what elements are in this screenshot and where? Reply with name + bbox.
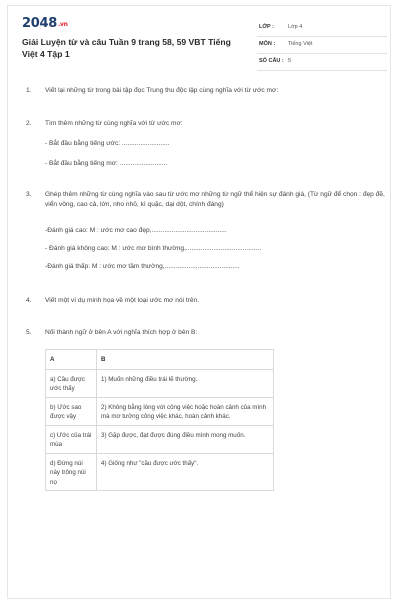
meta-label: LỚP : xyxy=(259,24,274,30)
meta-value: 5 xyxy=(288,58,292,64)
matching-table xyxy=(45,349,274,491)
answer-line: -Đánh giá cao: M : ước mơ cao đẹp,......................................... xyxy=(45,227,227,234)
answer-line: - Đánh giá không cao: M : ước mơ bình thường,......................................... xyxy=(45,245,262,252)
table-header-row xyxy=(46,350,274,370)
meta-value: Tiếng Việt xyxy=(288,41,313,47)
meta-value: Lớp 4 xyxy=(288,24,303,30)
meta-info xyxy=(257,22,387,73)
idiom-cell: a) Cầu được ước thấy xyxy=(46,369,97,397)
answer-line: - Bắt đầu bằng tiếng ước: .......................... xyxy=(45,140,170,147)
meta-label: MÔN : xyxy=(259,41,276,47)
page-title: Giải Luyện từ và câu Tuần 9 trang 58, 59 VBT Tiếng Việt 4 Tập 1 xyxy=(22,37,231,59)
meta-label: SỐ CÂU : xyxy=(259,58,284,64)
meaning-cell: 1) Muốn những điều trái lẽ thường. xyxy=(97,369,274,397)
idiom-cell: c) Ước của trái mùa xyxy=(46,425,97,453)
idiom-cell: b) Ước sao được vậy xyxy=(46,397,97,425)
meta-row-class xyxy=(257,22,387,37)
column-header-a: A xyxy=(46,350,97,370)
worksheet-page: 2048.vn Giải Luyện từ và câu Tuần 9 trang 58, 59 VBT Tiếng Việt 4 Tập 1 LỚP : Lớp 4 MÔN : Tiếng Việt SỐ CÂU : 5 1. Viết lại những từ trong bài tập đọc Trung thu độc lập cùng nghĩa với từ ước mơ: 2. Tìm thêm những từ cùng nghĩa với từ ước mơ: - Bắt đầu bằng tiếng ước: .......................... - Bắt đầu bằng tiếng mơ: .......................... 3. Ghép thêm những từ cùng nghĩa vào sau từ ước mơ những từ ngữ thể hiện sự đánh giá, (Từ ngữ để chọn : đẹp đẽ, viển vông, cao cả, lớn, nho nhỏ, kì quặc, dại dột, chính đáng) -Đánh giá cao: M : ước mơ cao đẹp,......................................... - Đánh giá không cao: M : ước mơ bình thường,......................................... -Đánh giá thấp: M : ước mơ tầm thường,......................................... 4. Viết một ví dụ minh họa về một loại ước mơ nói trên. 5. Nối thành ngữ ở bên A với nghĩa thích hợp ở bên B: A B a) Cầu được ước thấy 1) Muốn những điều trái lẽ thường. b) Ước sao được vậy 2) Không bằng lòng với công việc hoặc hoàn cảnh của mình mà mơ tưởng công việc khác, hoàn cảnh khác. c) Ước của trái mùa 3) Gặp được, đạt được đúng điều mình mong muốn. d) Đứng núi này trông núi nọ 4) Giống như "cầu được ước thấy". xyxy=(7,5,391,599)
meaning-cell: 4) Giống như "cầu được ước thấy". xyxy=(97,453,274,491)
table-row xyxy=(46,369,274,397)
idiom-cell: d) Đứng núi này trông núi nọ xyxy=(46,453,97,491)
column-header-b: B xyxy=(97,350,274,370)
answer-line: - Bắt đầu bằng tiếng mơ: .......................... xyxy=(45,160,168,167)
meta-row-subject xyxy=(257,39,387,54)
meaning-cell: 3) Gặp được, đạt được đúng điều mình mong muốn. xyxy=(97,425,274,453)
meta-row-count xyxy=(257,56,387,71)
table-row xyxy=(46,425,274,453)
answer-line: -Đánh giá thấp: M : ước mơ tầm thường,......................................... xyxy=(45,263,240,270)
meaning-cell: 2) Không bằng lòng với công việc hoặc hoàn cảnh của mình mà mơ tưởng công việc khác, hoàn cảnh khác. xyxy=(97,397,274,425)
site-logo[interactable]: 2048.vn xyxy=(22,16,68,31)
table-row xyxy=(46,453,274,491)
table-row xyxy=(46,397,274,425)
